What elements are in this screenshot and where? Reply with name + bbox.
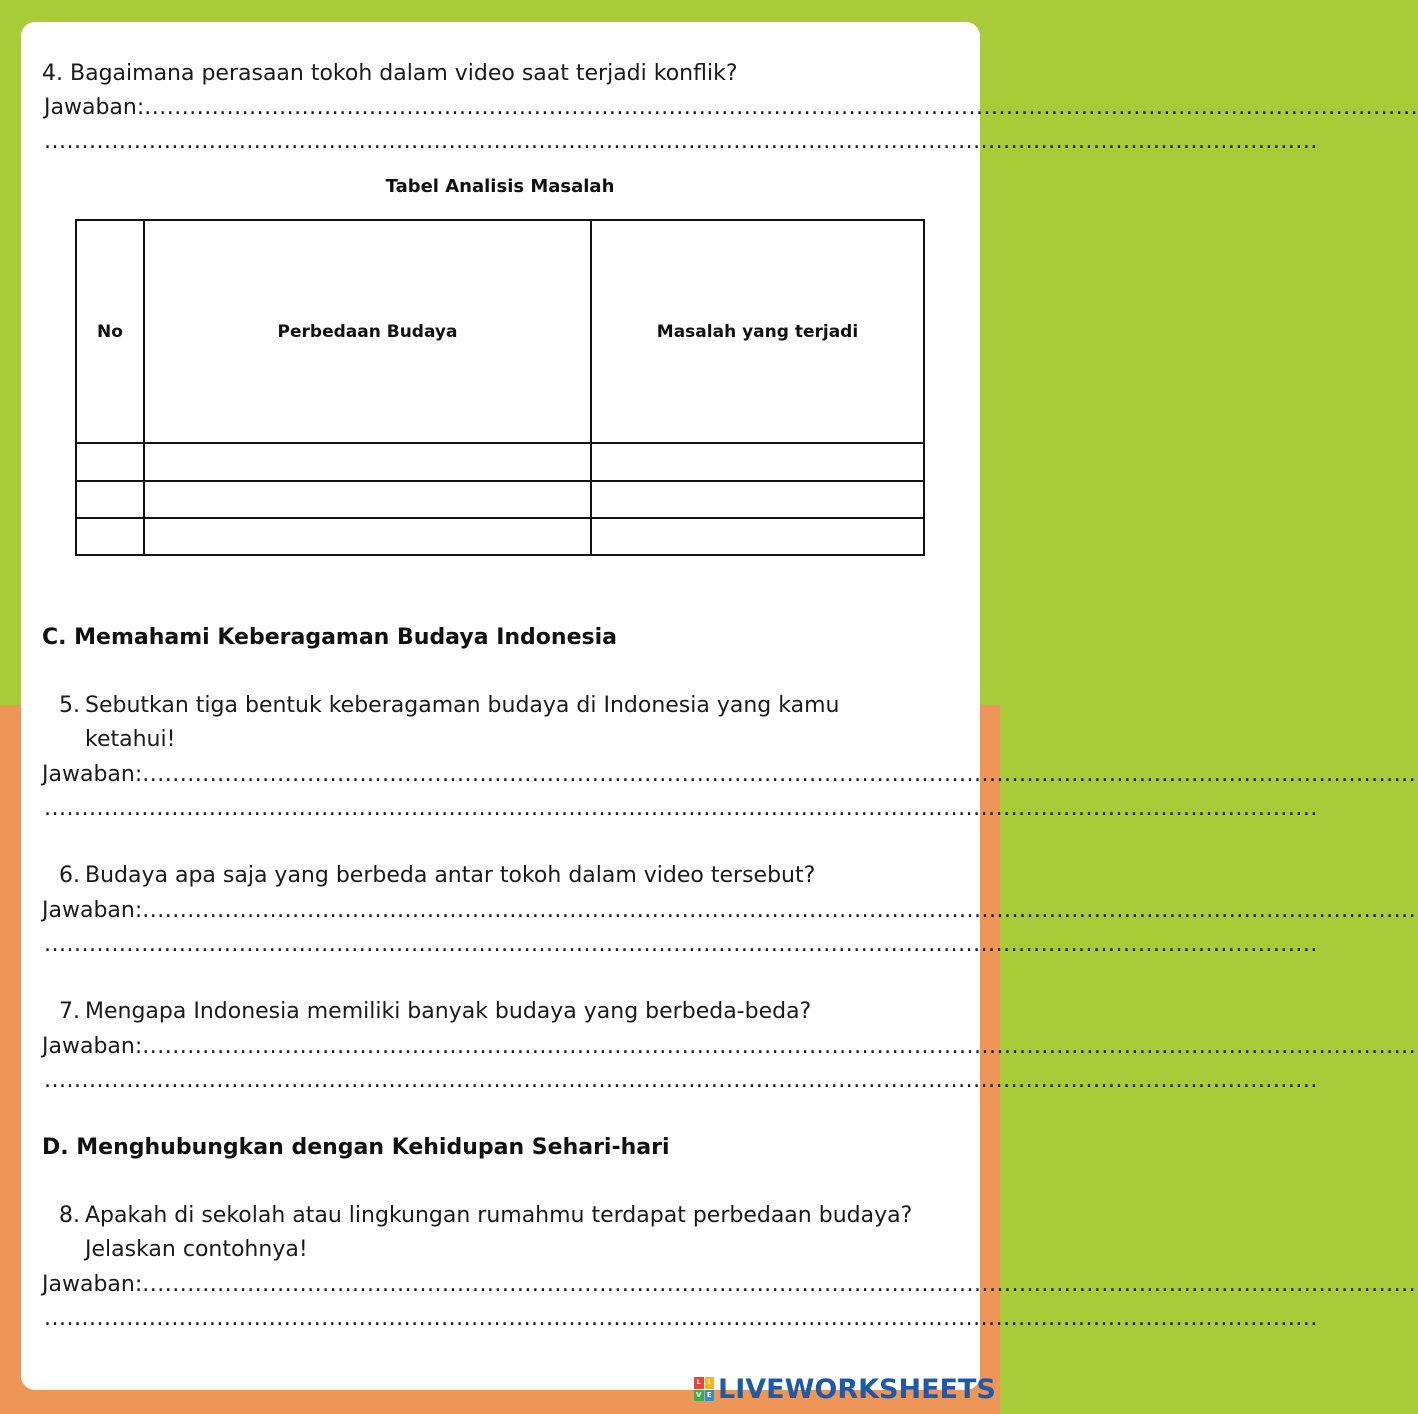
- table-header-row: [76, 220, 924, 443]
- liveworksheets-wordmark: LIVEWORKSHEETS: [718, 1373, 996, 1405]
- question-8-number: 8.: [59, 1203, 80, 1228]
- header-perbedaan-budaya: Perbedaan Budaya: [144, 220, 591, 443]
- answer-dots: ..........................................................................................................................................................................: [144, 95, 1418, 120]
- table-cell[interactable]: [144, 518, 591, 555]
- section-c-title: C. Memahami Keberagaman Budaya Indonesia: [42, 625, 617, 650]
- answer-dots: ..........................................................................................................................................................................: [44, 1306, 1318, 1331]
- answer-dots: ..........................................................................................................................................................................: [142, 1034, 1417, 1059]
- answer-dots: ..........................................................................................................................................................................: [142, 1272, 1417, 1297]
- mark-letter: L: [694, 1377, 704, 1389]
- answer-line-q4-2[interactable]: [44, 125, 1318, 159]
- question-5-number: 5.: [59, 693, 80, 718]
- mark-letter: V: [694, 1390, 704, 1402]
- answer-line-q6-2[interactable]: [44, 928, 1318, 962]
- answer-line-q8-2[interactable]: [44, 1302, 1318, 1336]
- answer-dots: ..........................................................................................................................................................................: [142, 898, 1417, 923]
- mark-letter: E: [705, 1390, 715, 1402]
- question-5-line1: Sebutkan tiga bentuk keberagaman budaya di Indonesia yang kamu: [85, 693, 840, 718]
- section-d-title: D. Menghubungkan dengan Kehidupan Sehari-hari: [42, 1135, 670, 1160]
- table-row: [76, 481, 924, 518]
- table-cell[interactable]: [76, 443, 144, 480]
- analysis-table: [75, 219, 925, 556]
- header-masalah: Masalah yang terjadi: [591, 220, 924, 443]
- answer-line-q4-1[interactable]: [44, 91, 1418, 125]
- answer-label: Jawaban:: [44, 95, 145, 120]
- answer-line-q7-2[interactable]: [44, 1064, 1318, 1098]
- answer-dots: ..........................................................................................................................................................................: [44, 129, 1318, 154]
- answer-dots: ..........................................................................................................................................................................: [142, 762, 1417, 787]
- table-cell[interactable]: [591, 481, 924, 518]
- liveworksheets-mark-icon: [694, 1377, 714, 1401]
- answer-dots: ..........................................................................................................................................................................: [44, 796, 1318, 821]
- table-cell[interactable]: [144, 443, 591, 480]
- table-cell[interactable]: [76, 481, 144, 518]
- question-4: [42, 57, 738, 91]
- answer-label: Jawaban:: [42, 1034, 143, 1059]
- answer-label: Jawaban:: [42, 898, 143, 923]
- question-8-line2: Jelaskan contohnya!: [85, 1237, 308, 1262]
- answer-line-q8-1[interactable]: [42, 1268, 1417, 1302]
- answer-line-q5-1[interactable]: [42, 758, 1417, 792]
- table-cell[interactable]: [591, 443, 924, 480]
- table-cell[interactable]: [591, 518, 924, 555]
- question-5-line2: ketahui!: [85, 727, 176, 752]
- question-7-line1: Mengapa Indonesia memiliki banyak budaya yang berbeda-beda?: [85, 999, 812, 1024]
- question-7-number: 7.: [59, 999, 80, 1024]
- answer-dots: ..........................................................................................................................................................................: [44, 1068, 1318, 1093]
- answer-line-q5-2[interactable]: [44, 792, 1318, 826]
- question-4-number: 4.: [42, 61, 63, 86]
- table-cell[interactable]: [76, 518, 144, 555]
- question-8-line1: Apakah di sekolah atau lingkungan rumahmu terdapat perbedaan budaya?: [85, 1203, 913, 1228]
- table-row: [76, 518, 924, 555]
- answer-line-q6-1[interactable]: [42, 894, 1417, 928]
- answer-dots: ..........................................................................................................................................................................: [44, 932, 1318, 957]
- question-6-number: 6.: [59, 863, 80, 888]
- table-cell[interactable]: [144, 481, 591, 518]
- question-6-line1: Budaya apa saja yang berbeda antar tokoh dalam video tersebut?: [85, 863, 816, 888]
- answer-label: Jawaban:: [42, 1272, 143, 1297]
- header-no: No: [76, 220, 144, 443]
- answer-label: Jawaban:: [42, 762, 143, 787]
- table-row: [76, 443, 924, 480]
- mark-letter: I: [705, 1377, 715, 1389]
- question-4-text: Bagaimana perasaan tokoh dalam video saat terjadi konflik?: [70, 61, 738, 86]
- answer-line-q7-1[interactable]: [42, 1030, 1417, 1064]
- table-title: Tabel Analisis Masalah: [385, 176, 615, 197]
- liveworksheets-logo[interactable]: [694, 1374, 996, 1404]
